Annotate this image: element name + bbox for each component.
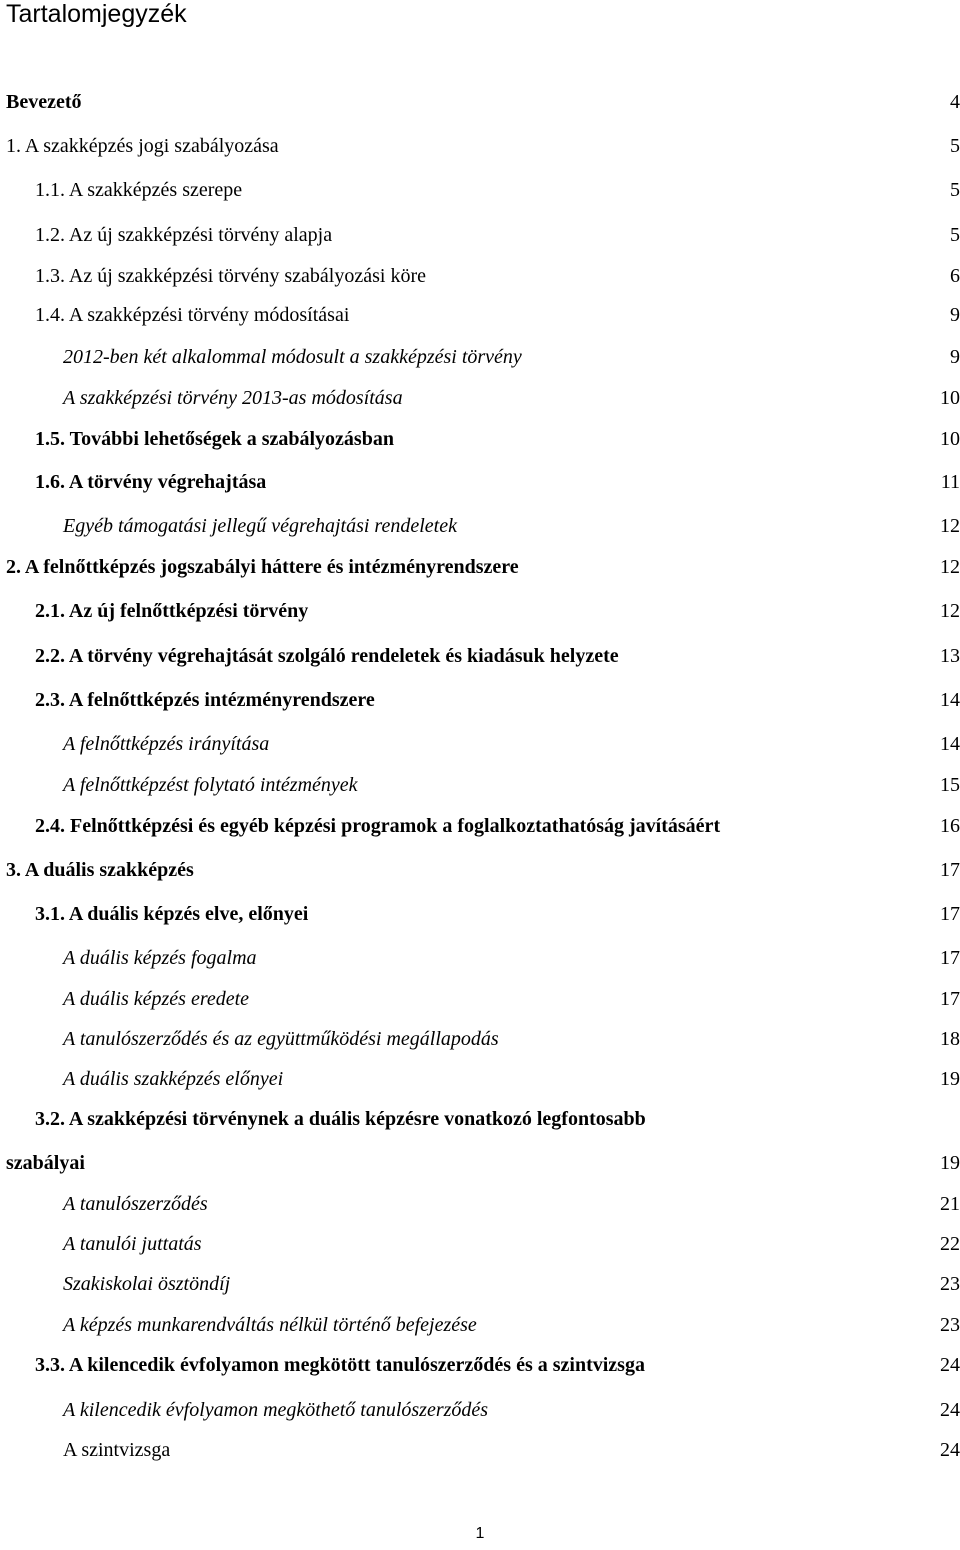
toc-subentry[interactable] — [0, 1435, 960, 1465]
toc-entry-label: 2.1. Az új felnőttképzési törvény — [35, 600, 309, 622]
page-title: Tartalomjegyzék — [6, 0, 187, 28]
toc-entry-label: A duális képzés fogalma — [63, 947, 257, 969]
toc-entry-page: 21 — [940, 1193, 960, 1215]
toc-subentry[interactable] — [0, 1024, 960, 1054]
toc-entry-label: A tanulószerződés és az együttműködési megállapodás — [63, 1028, 499, 1050]
toc-entry-label: A felnőttképzés irányítása — [63, 733, 270, 755]
toc-entry-page: 19 — [940, 1068, 960, 1090]
toc-entry-label: 1.6. A törvény végrehajtása — [35, 471, 267, 493]
toc-entry-2-2[interactable] — [0, 641, 960, 671]
toc-entry-1-1[interactable] — [0, 175, 960, 205]
toc-entry-label: A szintvizsga — [63, 1439, 171, 1461]
toc-entry-page: 22 — [940, 1233, 960, 1255]
toc-entry-page: 5 — [950, 135, 960, 157]
toc-entry-page: 6 — [950, 265, 960, 287]
toc-entry-bevezeto[interactable] — [0, 87, 960, 117]
toc-entry-1-6[interactable] — [0, 467, 960, 497]
toc-entry-page: 5 — [950, 224, 960, 246]
toc-entry-label: 3.1. A duális képzés elve, előnyei — [35, 903, 309, 925]
toc-subentry[interactable] — [0, 511, 960, 541]
toc-entry-label: 1.5. További lehetőségek a szabályozásban — [35, 428, 394, 450]
toc-subentry[interactable] — [0, 1064, 960, 1094]
toc-entry-page: 14 — [940, 733, 960, 755]
toc-entry-label: A kilencedik évfolyamon megköthető tanulószerződés — [63, 1399, 489, 1421]
toc-entry-page: 5 — [950, 179, 960, 201]
toc-entry-3-2[interactable] — [0, 1104, 960, 1134]
toc-entry-label: 1.4. A szakképzési törvény módosításai — [35, 304, 350, 326]
toc-entry-page: 17 — [940, 903, 960, 925]
toc-entry-1-5[interactable] — [0, 424, 960, 454]
toc-subentry[interactable] — [0, 1269, 960, 1299]
toc-entry-page: 24 — [940, 1399, 960, 1421]
toc-entry-label: A tanulói juttatás — [63, 1233, 202, 1255]
toc-entry-label: 2.4. Felnőttképzési és egyéb képzési programok a foglalkoztathatóság javításáért — [35, 815, 721, 837]
toc-entry-label: A képzés munkarendváltás nélkül történő befejezése — [63, 1314, 477, 1336]
toc-entry-page: 10 — [940, 428, 960, 450]
toc-entry-3-1[interactable] — [0, 899, 960, 929]
toc-entry-page: 16 — [940, 815, 960, 837]
toc-subentry[interactable] — [0, 770, 960, 800]
toc-entry-page: 19 — [940, 1152, 960, 1174]
toc-entry-page: 17 — [940, 859, 960, 881]
toc-entry-label: Bevezető — [6, 91, 82, 113]
toc-entry-label: A duális szakképzés előnyei — [63, 1068, 284, 1090]
toc-entry-page: 15 — [940, 774, 960, 796]
toc-entry-page: 9 — [950, 346, 960, 368]
toc-entry-2[interactable] — [0, 552, 960, 582]
toc-entry-page: 17 — [940, 988, 960, 1010]
toc-entry-label: 2.3. A felnőttképzés intézményrendszere — [35, 689, 375, 711]
toc-entry-page: 24 — [940, 1439, 960, 1461]
toc-entry-page: 13 — [940, 645, 960, 667]
toc-entry-label: 1.3. Az új szakképzési törvény szabályozási köre — [35, 265, 426, 287]
toc-entry-label: 3. A duális szakképzés — [6, 859, 194, 881]
toc-entry-1[interactable] — [0, 131, 960, 161]
toc-entry-page: 12 — [940, 600, 960, 622]
toc-entry-3-3[interactable] — [0, 1350, 960, 1380]
toc-entry-label: A duális képzés eredete — [63, 988, 250, 1010]
toc-entry-label: szabályai — [6, 1152, 85, 1174]
toc-subentry[interactable] — [0, 1310, 960, 1340]
toc-entry-page: 12 — [940, 556, 960, 578]
toc-entry-label: 2012-ben két alkalommal módosult a szakképzési törvény — [63, 346, 522, 368]
toc-entry-2-3[interactable] — [0, 685, 960, 715]
toc-entry-3-2-cont[interactable] — [0, 1148, 960, 1178]
toc-entry-2-1[interactable] — [0, 596, 960, 626]
toc-subentry[interactable] — [0, 1395, 960, 1425]
toc-entry-page: 4 — [950, 91, 960, 113]
toc-subentry[interactable] — [0, 1229, 960, 1259]
toc-entry-label: 1.2. Az új szakképzési törvény alapja — [35, 224, 333, 246]
toc-entry-2-4[interactable] — [0, 811, 960, 841]
toc-subentry[interactable] — [0, 984, 960, 1014]
toc-entry-label: 3.2. A szakképzési törvénynek a duális képzésre vonatkozó legfontosabb — [35, 1108, 646, 1130]
toc-entry-label: A tanulószerződés — [63, 1193, 208, 1215]
toc-entry-page: 14 — [940, 689, 960, 711]
toc-subentry[interactable] — [0, 729, 960, 759]
toc-entry-1-4[interactable] — [0, 300, 960, 330]
toc-entry-page: 9 — [950, 304, 960, 326]
toc-entry-page: 17 — [940, 947, 960, 969]
toc-entry-label: 1. A szakképzés jogi szabályozása — [6, 135, 279, 157]
page-number: 1 — [475, 1525, 485, 1542]
toc-entry-page: 10 — [940, 387, 960, 409]
toc-entry-3[interactable] — [0, 855, 960, 885]
toc-entry-page: 18 — [940, 1028, 960, 1050]
toc-entry-label: A szakképzési törvény 2013-as módosítása — [63, 387, 403, 409]
toc-entry-label: A felnőttképzést folytató intézmények — [63, 774, 358, 796]
toc-subentry[interactable] — [0, 342, 960, 372]
toc-entry-label: Szakiskolai ösztöndíj — [63, 1273, 231, 1295]
toc-subentry[interactable] — [0, 943, 960, 973]
toc-entry-label: 2.2. A törvény végrehajtását szolgáló rendeletek és kiadásuk helyzete — [35, 645, 619, 667]
toc-entry-label: Egyéb támogatási jellegű végrehajtási rendeletek — [63, 515, 457, 537]
toc-entry-label: 2. A felnőttképzés jogszabályi háttere és intézményrendszere — [6, 556, 519, 578]
toc-entry-1-3[interactable] — [0, 261, 960, 291]
toc-subentry[interactable] — [0, 1189, 960, 1219]
toc-entry-page: 12 — [940, 515, 960, 537]
toc-entry-page: 11 — [940, 471, 960, 493]
toc-entry-1-2[interactable] — [0, 220, 960, 250]
toc-entry-page: 23 — [940, 1314, 960, 1336]
toc-entry-page: 23 — [940, 1273, 960, 1295]
toc-subentry[interactable] — [0, 383, 960, 413]
toc-entry-label: 3.3. A kilencedik évfolyamon megkötött tanulószerződés és a szintvizsga — [35, 1354, 645, 1376]
toc-entry-page: 24 — [940, 1354, 960, 1376]
toc-entry-label: 1.1. A szakképzés szerepe — [35, 179, 243, 201]
